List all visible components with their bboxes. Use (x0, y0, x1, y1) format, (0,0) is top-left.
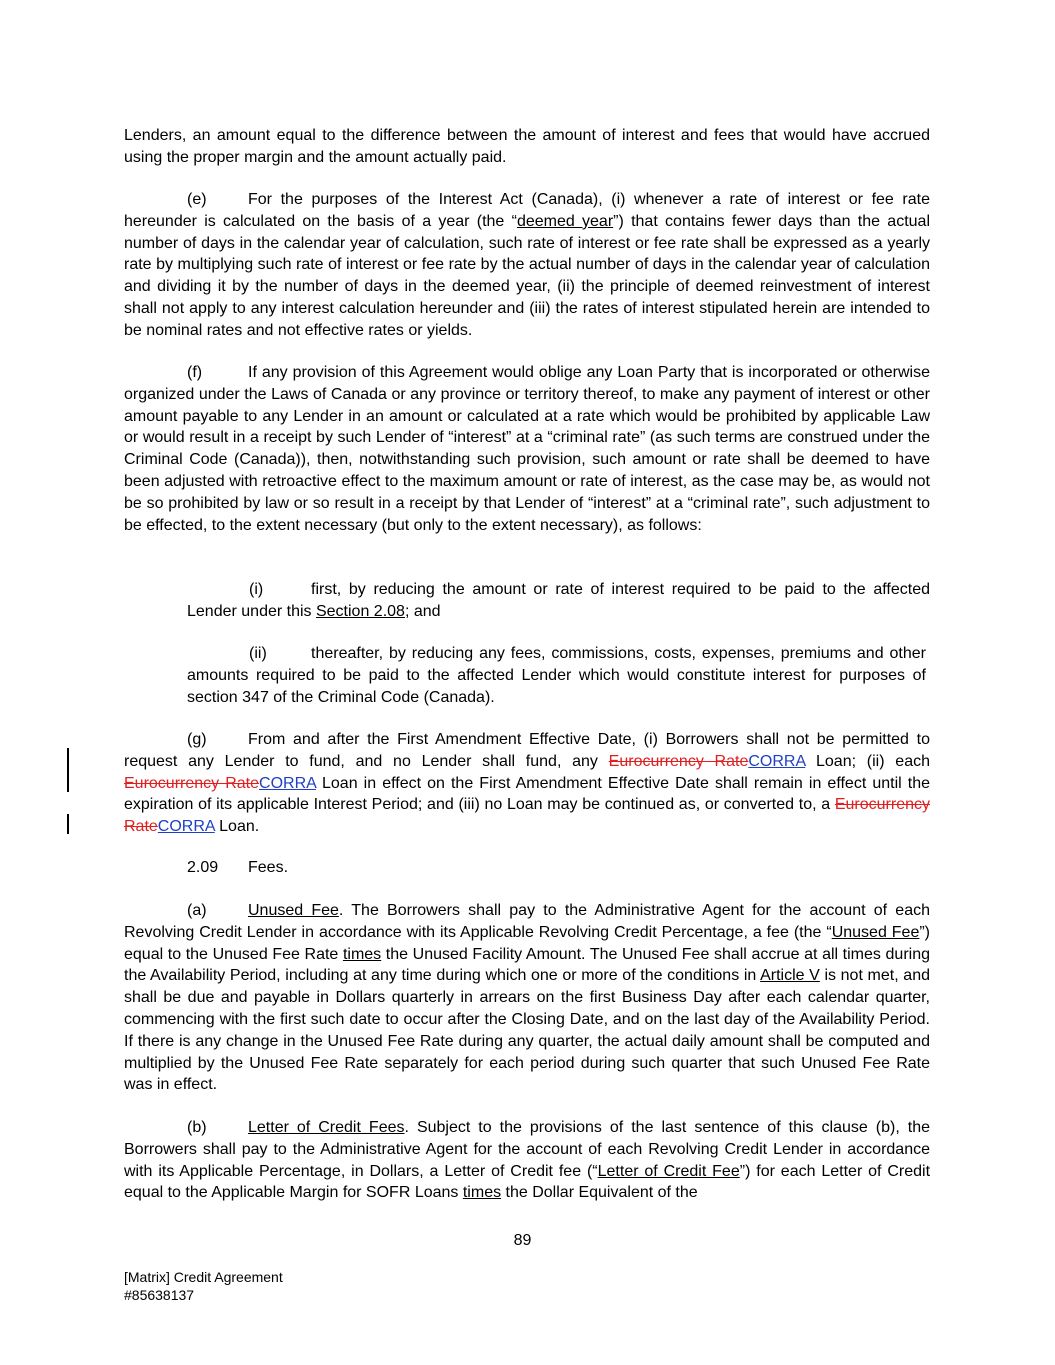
paragraph-e-text-2: ”) that contains fewer days than the actual number of days in the calendar year of calculation, such rate of interest or fee rate shall be expressed as a yearly rate by multiplying such rate of interest or fee rate by the actual number of days in the calendar year of calculation and dividing it by the number of days in the deemed year, (ii) the principle of deemed reinvestment of interest shall not apply to any interest calculation hereunder and (iii) the rates of interest stipulated herein are intended to be nominal rates and not effective rates or yields. (124, 212, 931, 339)
deleted-text-1: Eurocurrency Rate (608, 752, 749, 770)
clause-f-ii-text: thereafter, by reducing any fees, commissions, costs, expenses, premiums and other amounts required to be paid to the affected Lender which would constitute interest for purposes of section 347 of the Criminal Code (Canada). (187, 645, 926, 706)
paragraph-b-number: (b) (187, 1119, 207, 1136)
paragraph-a (124, 900, 930, 1096)
paragraph-f-text: If any provision of this Agreement would oblige any Loan Party that is incorporated or otherwise organized under the Laws of Canada or any province or territory thereof, to make any payment of interest or other amount payable to any Lender in an amount or calculated at a rate which would be prohibited by applicable Law or would result in a receipt by such Lender of “interest” at a “criminal rate” (as such terms are construed under the Criminal Code (Canada)), then, notwithstanding such provision, such amount or rate shall be deemed to have been adjusted with retroactive effect to the maximum amount or rate of interest, as the case may be, as would not be so prohibited by law or so result in a receipt by that Lender of “interest” at a “criminal rate”, such adjustment to be effected, to the extent necessary (but only to the extent necessary), as follows: (124, 364, 930, 534)
paragraph-b-text-3: the Dollar Equivalent of the (501, 1184, 698, 1202)
paragraph-a-heading: Unused Fee (248, 902, 339, 919)
section-2-08-link[interactable]: Section 2.08 (315, 602, 405, 620)
inserted-text-1: CORRA (748, 752, 806, 770)
paragraph-e-text: For the purposes of the Interest Act (Canada), (i) whenever a rate of interest or fee rate hereunder is calculated on the basis of a year (the “ (124, 191, 930, 230)
paragraph-b-text-1: . Subject to the provisions of the last sentence of this clause (b), the Borrowers shall pay to the Administrative Agent for the account of each Revolving Credit Lender in accordance with its Applicable Percentage, in Dollars, a Letter of Credit fee (“ (124, 1119, 931, 1180)
clause-f-i-text-2: ; and (404, 602, 441, 620)
paragraph-b-text-2: ”) for each Letter of Credit equal to the Applicable Margin for SOFR Loans (124, 1162, 931, 1202)
paragraph-b (124, 1117, 930, 1204)
deleted-text-3: Eurocurrency Rate (124, 796, 930, 836)
paragraph-f-number: (f) (187, 364, 203, 381)
clause-f-i-text: first, by reducing the amount or rate of interest required to be paid to the affected Lender under this (187, 581, 930, 620)
paragraph-f (124, 362, 930, 536)
clause-f-i-number: (i) (249, 581, 264, 598)
intro-paragraph: Lenders, an amount equal to the difference between the amount of interest and fees that would have accrued using the proper margin and the amount actually paid. (124, 127, 930, 166)
clause-f-i (187, 579, 930, 623)
paragraph-a-number: (a) (187, 902, 207, 919)
footer-title: [Matrix] Credit Agreement (124, 1269, 283, 1285)
times-term: times (342, 945, 382, 963)
page-number: 89 (513, 1232, 532, 1249)
deleted-text-2: Eurocurrency Rate (124, 774, 260, 792)
paragraph-a-text-4: is not met, and shall be due and payable in Dollars quarterly in arrears on the first Business Day after each calendar quarter, commencing with the first such date to occur after the Closing Date, and on the last day of the Availability Period. If there is any change in the Unused Fee Rate during any quarter, the actual daily amount shall be computed and multiplied by the Unused Fee Rate separately for each period during such quarter that such Unused Fee Rate was in effect. (124, 967, 930, 1094)
paragraph-g (124, 729, 930, 838)
paragraph-a-text-3: the Unused Facility Amount. The Unused Fee shall accrue at all times during the Availability Period, including at any time during which one or more of the conditions in (124, 945, 931, 985)
defined-term-deemed-year: deemed year (516, 212, 614, 230)
paragraph-g-text-4: Loan. (214, 818, 260, 836)
paragraph-g-text-2: Loan; (ii) each (805, 752, 930, 770)
clause-f-ii-number: (ii) (249, 645, 267, 662)
paragraph-g-number: (g) (187, 731, 207, 748)
change-bar (67, 748, 69, 792)
paragraph-e (124, 189, 930, 342)
times-term: times (462, 1184, 502, 1202)
paragraph-a-text-1: . The Borrowers shall pay to the Administrative Agent for the account of each Revolving Credit Lender in accordance with its Applicable Revolving Credit Percentage, a fee (the “ (124, 902, 930, 941)
change-bar (67, 814, 69, 834)
article-v-link[interactable]: Article V (760, 967, 820, 985)
inserted-text-3: CORRA (157, 818, 215, 836)
clause-f-ii (187, 643, 926, 708)
paragraph-a-text-2: ”) equal to the Unused Fee Rate (124, 923, 930, 963)
section-number: 2.09 (187, 859, 219, 876)
section-title: Fees. (248, 859, 289, 876)
section-heading (124, 857, 930, 879)
defined-term-unused-fee: Unused Fee (831, 923, 920, 941)
defined-term-letter-of-credit-fee: Letter of Credit Fee (597, 1162, 740, 1180)
paragraph-g-text-3: Loan in effect on the First Amendment Effective Date shall remain in effect until the expiration of its applicable Interest Period; and (iii) no Loan may be continued as, or converted to, a (124, 774, 931, 814)
footer (124, 1268, 283, 1304)
inserted-text-2: CORRA (259, 774, 316, 792)
paragraph-b-heading: Letter of Credit Fees (248, 1119, 405, 1136)
paragraph-g-text-1: From and after the First Amendment Effective Date, (i) Borrowers shall not be permitted to request any Lender to fund, and no Lender shall fund, any (124, 731, 930, 770)
paragraph-e-number: (e) (187, 191, 207, 208)
footer-doc-id: #85638137 (124, 1287, 195, 1303)
